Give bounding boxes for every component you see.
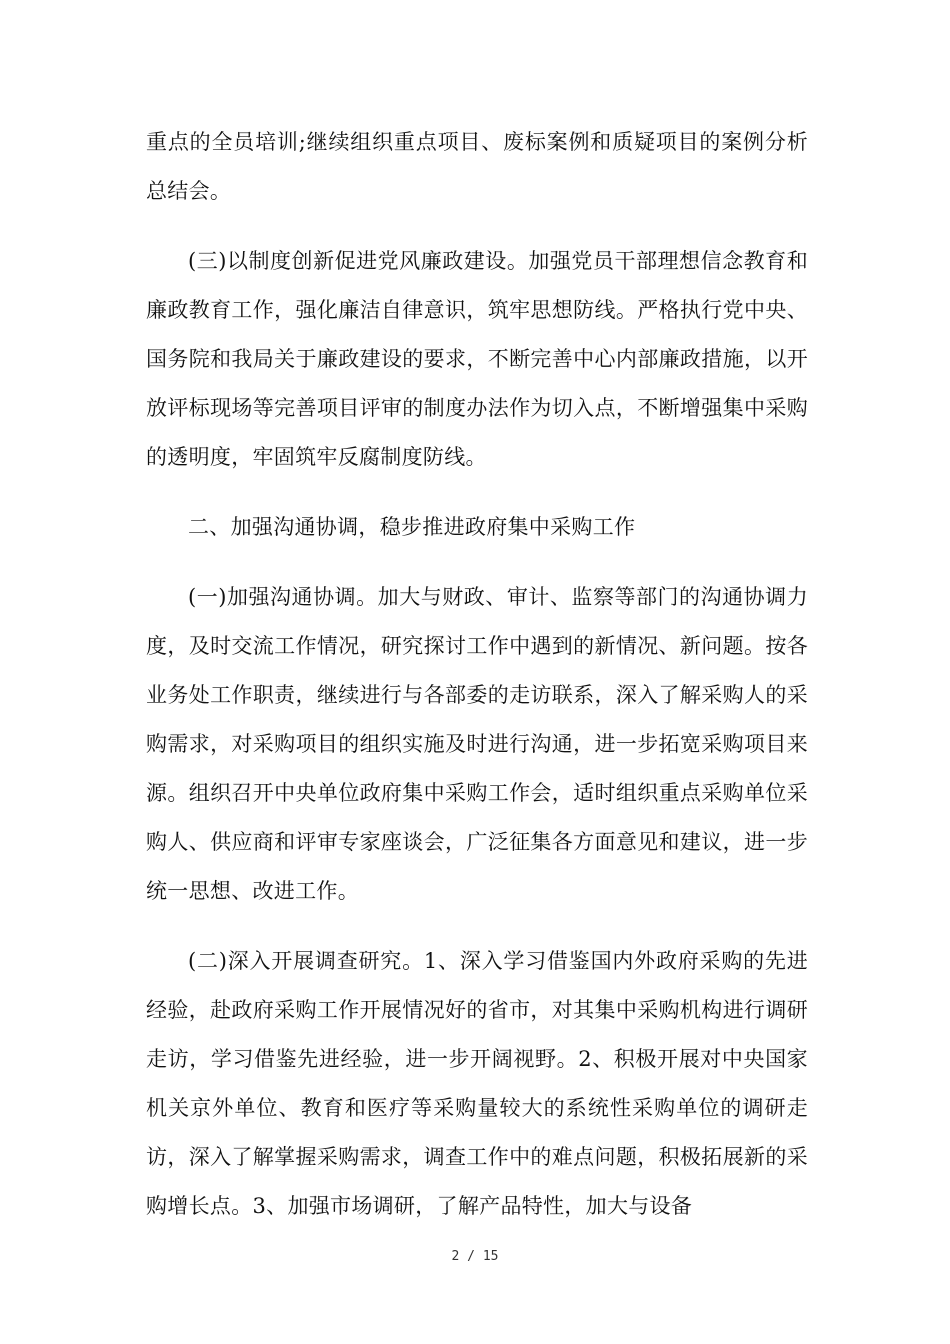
document-body (146, 118, 808, 1231)
paragraph-continuation: 重点的全员培训;继续组织重点项目、废标案例和质疑项目的案例分析总结会。 (146, 130, 808, 203)
paragraph-research: (二)深入开展调查研究。1、深入学习借鉴国内外政府采购的先进经验，赴政府采购工作开展情况好的省市，对其集中采购机构进行调研走访，学习借鉴先进经验，进一步开阔视野。2、积极开展对中央国家机关京外单位、教育和医疗等采购量较大的系统性采购单位的调研走访，深入了解掌握采购需求，调查工作中的难点问题，积极拓展新的采购增长点。3、加强市场调研，了解产品特性，加大与设备 (146, 949, 808, 1218)
paragraph-communication: (一)加强沟通协调。加大与财政、审计、监察等部门的沟通协调力度，及时交流工作情况，研究探讨工作中遇到的新情况、新问题。按各业务处工作职责，继续进行与各部委的走访联系，深入了解采购人的采购需求，对采购项目的组织实施及时进行沟通，进一步拓宽采购项目来源。组织召开中央单位政府集中采购工作会，适时组织重点采购单位采购人、供应商和评审专家座谈会，广泛征集各方面意见和建议，进一步统一思想、改进工作。 (146, 585, 808, 903)
section-heading: 二、加强沟通协调，稳步推进政府集中采购工作 (188, 515, 636, 539)
paragraph-party-conduct: (三)以制度创新促进党风廉政建设。加强党员干部理想信念教育和廉政教育工作，强化廉洁自律意识，筑牢思想防线。严格执行党中央、国务院和我局关于廉政建设的要求，不断完善中心内部廉政措施，以开放评标现场等完善项目评审的制度办法作为切入点，不断增强集中采购的透明度，牢固筑牢反腐制度防线。 (146, 249, 808, 469)
page-number: 2 / 15 (451, 1249, 499, 1264)
